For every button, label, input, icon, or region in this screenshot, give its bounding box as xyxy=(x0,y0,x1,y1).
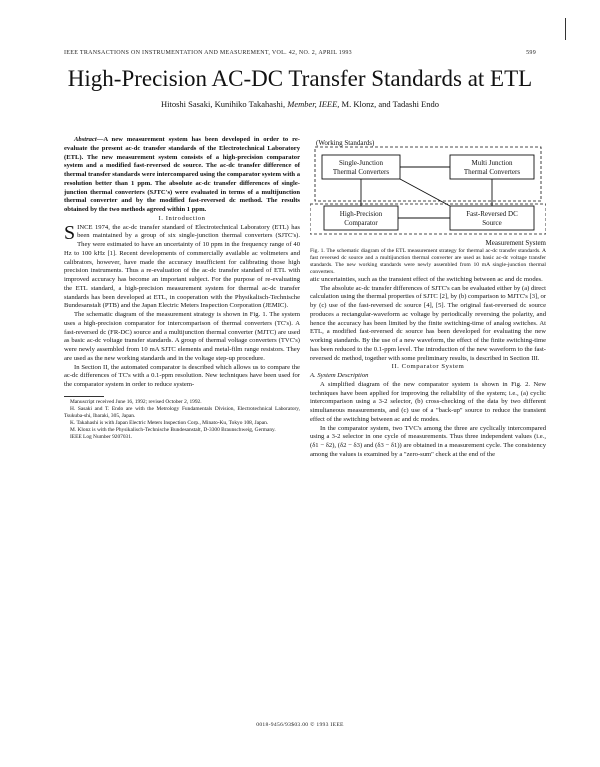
comparator-label-line: Comparator xyxy=(344,218,378,227)
abstract-text: —A new measurement system has been developed in order to re-evaluate the present ac-dc transfer standards of the Electrotechnical Laboratory (ETL). The new measurement system consists of a high-precision comparator system and a modified fast-reversed dc source. The ac-dc transfer difference of thermal transfer standards were intercompared using the comparator system with a resolution better than 1 ppm. The absolute ac-dc transfer differences of single-junction thermal converters (SJTC's) were evaluated in terms of a multijunction thermal converter and by the modified fast-reversed dc method. The results obtained by the two methods agreed within 1 ppm. xyxy=(64,136,301,213)
sjtc-label-line: Thermal Converters xyxy=(332,167,390,176)
mjtc-label-line: Thermal Converters xyxy=(463,167,521,176)
footnote: H. Sasaki and T. Endo are with the Metrology Fundamentals Division, Electrotechnical Laboratory, Tsukuba-shi, Ibaraki, 305, Japan. xyxy=(64,406,300,420)
author-names-rest: M. Klonz, and Tadashi Endo xyxy=(341,99,440,109)
intro-paragraph-3: In Section II, the automated comparator is described which allows us to compare the ac-dc differences of TC's with a 0.1-ppm resolution. New techniques have been used for the comparator system in order to reduce system- xyxy=(64,363,300,388)
drop-cap: S xyxy=(64,221,76,244)
working-standards-label: (Working Standards) xyxy=(316,139,375,147)
right-paragraph-1: The absolute ac-dc transfer differences of SJTC's can be evaluated either by (a) direct calculation using the thermal properties of SJTC [2], by (b) comparison to MJTC's [3], or by (c) use of the fast-reversed dc source [4], [5]. The original fast-reversed dc source produces a rectangular-waveform ac voltage by periodically reversing the polarity, and hence the accuracy has been limited by the finite switching-time of analog switches. At ETL, a modified fast-reversed dc source has been developed for evaluating the new working standards. By the use of a new waveform, the effect of the finite switching-time has been reduced to the 0.1-ppm level. The introduction of the new waveform to the fast-reversed dc method, together with some preliminary results, is described in Section III. xyxy=(310,284,546,362)
frdc-box xyxy=(450,210,534,227)
author-names: Hitoshi Sasaki, Kunihiko Takahashi, xyxy=(160,99,286,109)
frdc-label-line: Source xyxy=(482,218,502,227)
page-number: 599 xyxy=(526,50,536,56)
right-column xyxy=(310,138,546,460)
footnote: Manuscript received June 16, 1992; revised October 2, 1992. xyxy=(70,399,202,406)
right-paragraph-0: atic uncertainties, such as the transient effect of the switching between ac and dc modes. xyxy=(310,275,543,283)
comparator-label-line: High-Precision xyxy=(339,210,383,218)
copyright-footer: 0018-9456/93$03.00 © 1993 IEEE xyxy=(256,722,344,728)
mjtc-box xyxy=(450,159,534,176)
frdc-label-line: Fast-Reversed DC xyxy=(466,210,518,218)
mjtc-label-line: Multi Junction xyxy=(471,159,513,167)
comparator-box xyxy=(324,210,398,227)
intro-p1-text: INCE 1974, the ac-dc transfer standard of Electrotechnical Laboratory (ETL) has been maintained by a group of six single-junction thermal converters (SJTC's). They were estimated to have an uncertainty of 10 ppm in the frequency range of 40 Hz to 100 kHz [1]. Recent developments of commercially available ac voltmeters and calibrators, however, have made the accuracy insufficient for calibrating those high precision instruments. Thus a re-evaluation of the ac-dc transfer standard of ETL with improved accuracy has become an important subject. For the purpose of re-evaluating the ETL standard, a high-precision measurement system for thermal ac-dc transfer standards has been developed at ETL, in cooperation with the Physikalisch-Technische Bundesanstalt (PTB) and the Japan Electric Meters Inspection Corporation (JEMIC). xyxy=(64,223,300,310)
right-paragraph-3: In the comparator system, two TVC's among the three are cyclically intercompared using a 3-2 selector in one cycle of measurements. Thus three independent values (i.e., (δ1 − δ2), (δ2 − δ3) and (δ3 − δ1)) are obtained in a measurement cycle. The consistency among the values is examined by a "zero-sum" check at the end of the xyxy=(310,424,546,458)
footnote: M. Klonz is with the Physikalisch-Technische Bundesanstalt, D-3300 Braunschweig, Germany. xyxy=(70,427,276,434)
figure-caption: Fig. 1. The schematic diagram of the ETL measurement strategy for thermal ac-dc transfer standards. A fast reversed dc source and a multijunction thermal converter are used as basic ac-dc voltage transfer standards. The new working standards were newly assembled from 10 mA single-junction thermal converters. xyxy=(310,247,546,275)
abstract xyxy=(64,136,300,215)
right-paragraph-2: A simplified diagram of the new comparator system is shown in Fig. 2. New techniques have been applied for improving the reliability of the system; i.e., (a) cyclic intercomparison using a 3-2 selector, (b) cross-checking of the data by two different simultaneous measurements, and (c) use of a "back-up" source to reduce the transient effect of the switching between ac and dc modes. xyxy=(310,380,546,423)
footnote: K. Takahashi is with Japan Electric Meters Inspection Corp., Minato-Ku, Tokyo 108, Japan. xyxy=(70,420,269,427)
figure-1-diagram xyxy=(310,138,546,238)
author-line xyxy=(0,99,600,109)
sjtc-frdc-link xyxy=(400,179,450,206)
scan-edge-mark xyxy=(565,18,566,40)
subsection-heading-system-description: A. System Description xyxy=(310,372,369,379)
journal-line: IEEE TRANSACTIONS ON INSTRUMENTATION AND MEASUREMENT, VOL. 42, NO. 2, APRIL 1993 xyxy=(64,50,352,56)
sjtc-label-line: Single-Junction xyxy=(339,159,383,167)
section-heading-comparator: II. Comparator System xyxy=(391,363,465,371)
running-head xyxy=(64,50,536,56)
footnote: IEEE Log Number 9207031. xyxy=(70,434,133,441)
intro-paragraph-1 xyxy=(64,221,300,312)
paper-title: High-Precision AC-DC Transfer Standards at ETL xyxy=(67,66,533,91)
left-column xyxy=(64,136,300,441)
footnote-rule xyxy=(64,396,104,397)
measurement-system-label: Measurement System xyxy=(485,239,546,247)
abstract-label: Abstract xyxy=(74,136,97,143)
section-heading-intro: I. Introduction xyxy=(158,214,206,222)
author-member-note: Member, IEEE, xyxy=(287,99,340,109)
sjtc-box xyxy=(322,159,400,176)
intro-paragraph-2: The schematic diagram of the measurement strategy is shown in Fig. 1. The system uses a high-precision comparator for intercomparison of thermal converters (TC's). A fast-reversed dc (FR-DC) source and a multijunction thermal converter (MJTC) are used as basic ac-dc voltage transfer standards. A group of thermal voltage converters (TVC's) were newly assembled from 10 mA SJTC elements and metal-film range resistors. They are used as the new working standards and in the voltage step-up procedure. xyxy=(64,311,300,362)
footnotes xyxy=(64,399,300,441)
